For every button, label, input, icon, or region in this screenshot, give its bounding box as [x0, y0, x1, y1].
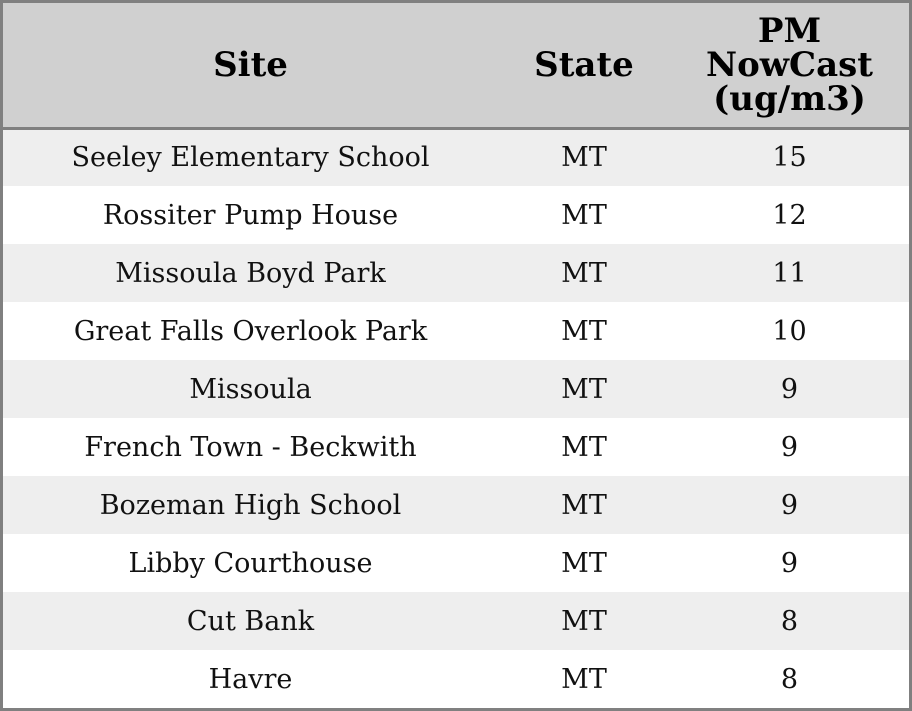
cell-pm-value: 11 — [772, 257, 807, 289]
header-row — [3, 3, 909, 128]
cell-pm-value: 8 — [780, 663, 799, 695]
cell-state: MT — [561, 315, 607, 347]
cell-site: Great Falls Overlook Park — [73, 315, 428, 347]
header-pm-line-1: PM — [757, 10, 822, 51]
cell-state: MT — [561, 547, 607, 579]
cell-state: MT — [561, 489, 607, 521]
cell-state: MT — [561, 431, 607, 463]
cell-pm-value: 9 — [780, 489, 799, 521]
table-row — [3, 186, 909, 244]
cell-state: MT — [561, 142, 607, 174]
cell-pm-value: 9 — [780, 547, 799, 579]
cell-pm-value: 10 — [772, 315, 807, 347]
table-row — [3, 534, 909, 592]
cell-site: Rossiter Pump House — [102, 199, 399, 231]
header-state: State — [498, 3, 670, 128]
cell-pm-value: 8 — [780, 605, 799, 637]
cell-site: Libby Courthouse — [128, 547, 373, 579]
table-row — [3, 360, 909, 418]
header-pm-line-2: NowCast — [706, 44, 873, 85]
header-pm-nowcast — [670, 3, 909, 128]
cell-state: MT — [561, 663, 607, 695]
table-row — [3, 592, 909, 650]
pm-nowcast-table — [3, 3, 909, 708]
cell-pm-value: 9 — [780, 373, 799, 405]
table-row — [3, 418, 909, 476]
cell-pm-value: 15 — [772, 142, 807, 174]
cell-site: Bozeman High School — [99, 489, 402, 521]
cell-state: MT — [561, 605, 607, 637]
table-row — [3, 302, 909, 360]
cell-site: Cut Bank — [186, 605, 315, 637]
cell-site: Seeley Elementary School — [71, 142, 430, 174]
cell-state: MT — [561, 373, 607, 405]
cell-state: MT — [561, 199, 607, 231]
cell-site: Missoula Boyd Park — [115, 257, 386, 289]
table-row — [3, 476, 909, 534]
cell-pm-value: 12 — [772, 199, 807, 231]
cell-site: French Town - Beckwith — [84, 431, 417, 463]
table-row — [3, 128, 909, 186]
cell-pm-value: 9 — [780, 431, 799, 463]
cell-site: Missoula — [189, 373, 312, 405]
table-row — [3, 650, 909, 708]
cell-state: MT — [561, 257, 607, 289]
cell-site: Havre — [208, 663, 293, 695]
table-row — [3, 244, 909, 302]
header-pm-line-3: (ug/m3) — [713, 78, 866, 119]
header-site: Site — [3, 3, 498, 128]
